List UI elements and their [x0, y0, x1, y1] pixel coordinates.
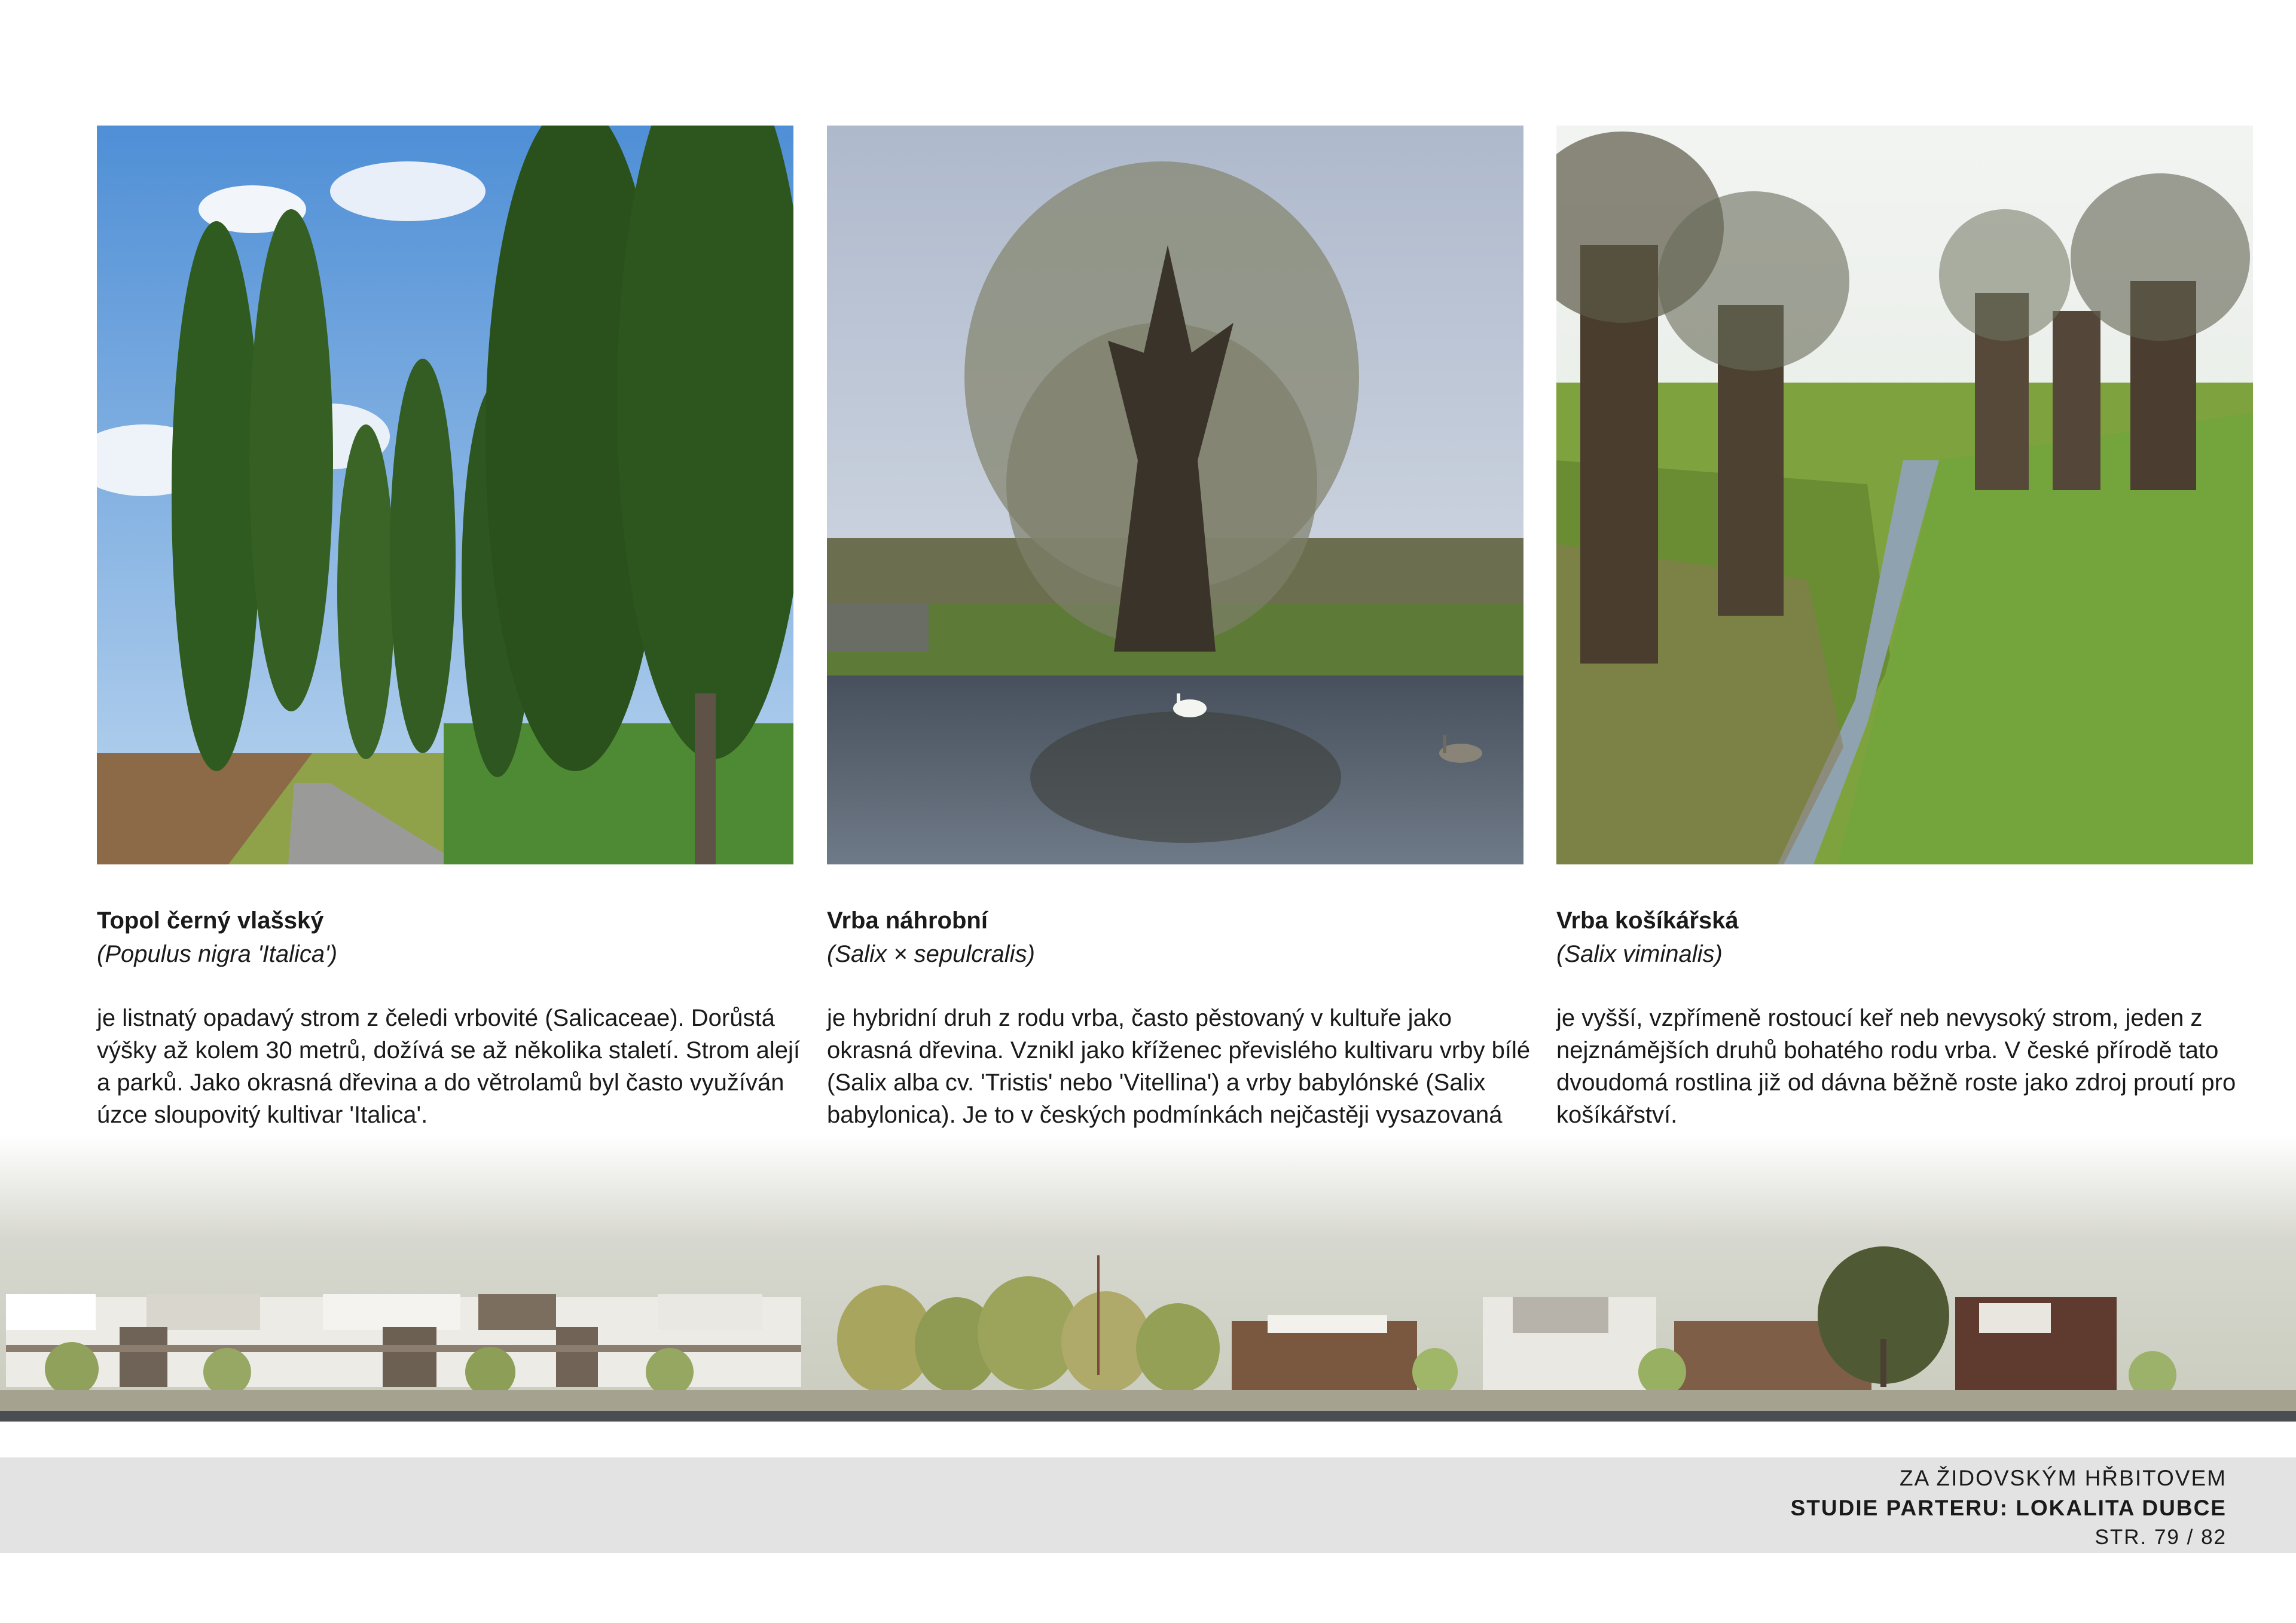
- tree-description: je listnatý opadavý strom z čeledi vrbovité (Salicaceae). Dorůstá výšky až kolem 30 metrů, dožívá se až několika staletí. Strom alejí a parků. Jako okrasná dřevina a do větrolamů byl často využíván úzce sloupovitý kultivar 'Italica'.: [97, 1005, 801, 1128]
- tree-latin-name: (Salix × sepulcralis): [827, 941, 1035, 967]
- basket-willow-creek-photo: [1556, 126, 2253, 864]
- tree-latin-name: (Populus nigra 'Italica'): [97, 941, 338, 967]
- willow-pond-photo: [827, 126, 1523, 864]
- poplar-caption: [97, 904, 802, 1131]
- basket-willow-caption: [1556, 904, 2262, 1131]
- footer-location: ZA ŽIDOVSKÝM HŘBITOVEM: [1899, 1466, 2227, 1490]
- page-number: STR. 79 / 82: [2095, 1526, 2227, 1549]
- willow-caption: [827, 904, 1532, 1163]
- tree-name: Topol černý vlašský: [97, 907, 324, 934]
- tree-name: Vrba košíkářská: [1556, 907, 1739, 934]
- tree-description: je vyšší, vzpřímeně rostoucí keř neb nevysoký strom, jeden z nejznámějších druhů bohatého rodu vrba. V české přírodě tato dvoudomá rostlina již od dávna běžně roste jako zdroj proutí pro košíkářství.: [1556, 1005, 2236, 1128]
- poplar-photo: [97, 126, 793, 864]
- footer-study-title: STUDIE PARTERU: LOKALITA DUBCE: [1790, 1496, 2227, 1520]
- street-elevation-illustration: [0, 1136, 2296, 1435]
- tree-description: je hybridní druh z rodu vrba, často pěstovaný v kultuře jako okrasná dřevina. Vznikl jako kříženec převislého kultivaru vrby bílé (Salix alba cv. 'Tristis' nebo 'Vitellina') a vrby babylónské (Salix babylonica). Je to v českých podmínkách nejčastěji vysazovaná: [827, 1005, 1531, 1128]
- tree-latin-name: (Salix viminalis): [1556, 941, 1723, 967]
- tree-name: Vrba náhrobní: [827, 907, 988, 934]
